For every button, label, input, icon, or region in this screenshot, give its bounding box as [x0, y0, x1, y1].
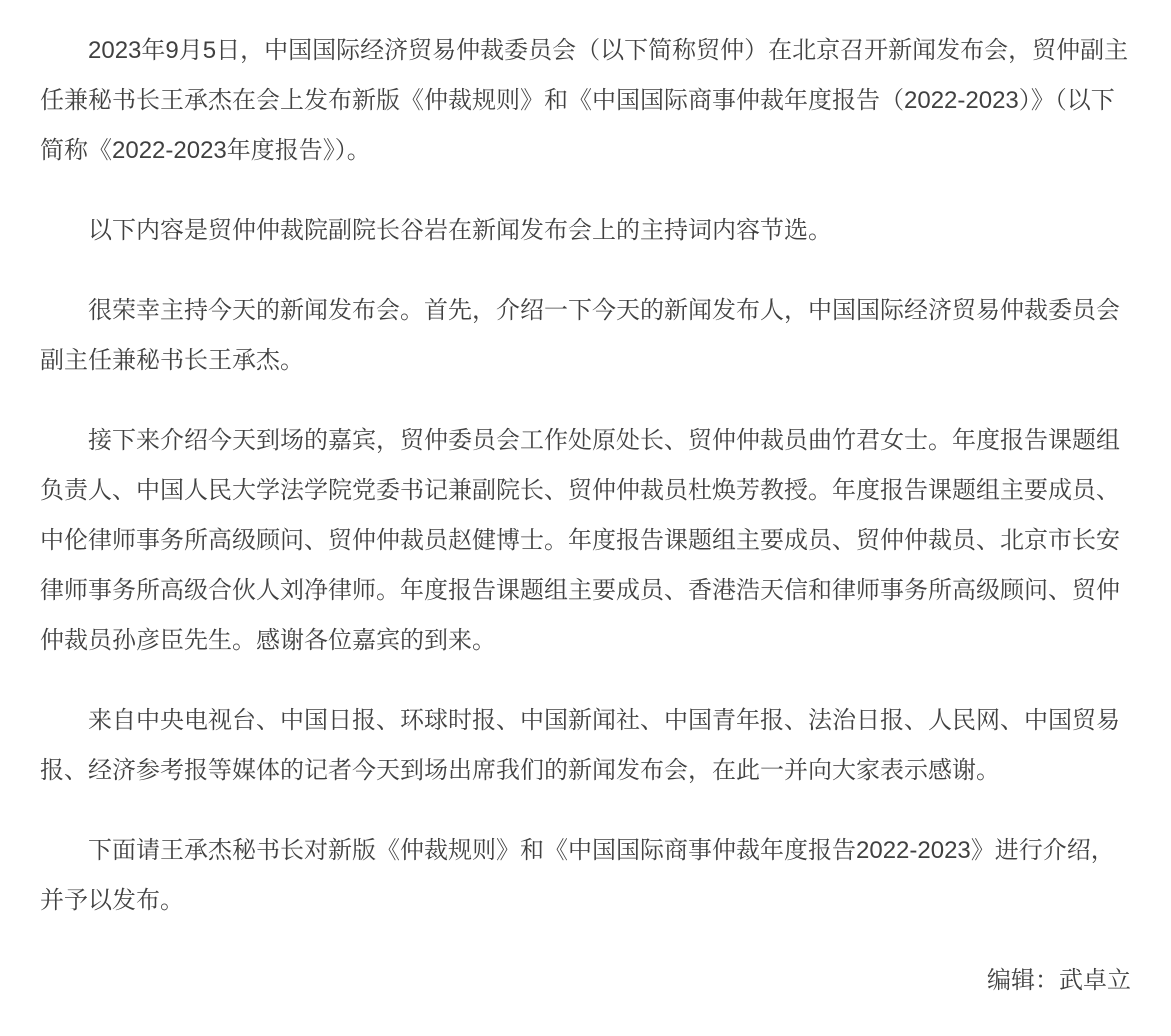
paragraph-excerpt-note: 以下内容是贸仲仲裁院副院长谷岩在新闻发布会上的主持词内容节选。 — [88, 217, 832, 244]
paragraph-host-opening: 很荣幸主持今天的新闻发布会。首先，介绍一下今天的新闻发布人，中国国际经济贸易仲裁委员会副主任兼秘书长王承杰。 — [40, 297, 1120, 374]
editor-credit: 编辑：武卓立 — [987, 967, 1131, 994]
paragraph-intro: 2023年9月5日，中国国际经济贸易仲裁委员会（以下简称贸仲）在北京召开新闻发布会，贸仲副主任兼秘书长王承杰在会上发布新版《仲裁规则》和《中国国际商事仲裁年度报告（2022-2023）》（以下简称《2022-2023年度报告》）。 — [40, 37, 1129, 164]
paragraph-closing: 下面请王承杰秘书长对新版《仲裁规则》和《中国国际商事仲裁年度报告2022-2023》进行介绍，并予以发布。 — [40, 837, 1115, 914]
paragraph-guests: 接下来介绍今天到场的嘉宾，贸仲委员会工作处原处长、贸仲仲裁员曲竹君女士。年度报告课题组负责人、中国人民大学法学院党委书记兼副院长、贸仲仲裁员杜焕芳教授。年度报告课题组主要成员、中伦律师事务所高级顾问、贸仲仲裁员赵健博士。年度报告课题组主要成员、贸仲仲裁员、北京市长安律师事务所高级合伙人刘净律师。年度报告课题组主要成员、香港浩天信和律师事务所高级顾问、贸仲仲裁员孙彦臣先生。感谢各位嘉宾的到来。 — [40, 427, 1120, 654]
paragraph-media-thanks: 来自中央电视台、中国日报、环球时报、中国新闻社、中国青年报、法治日报、人民网、中国贸易报、经济参考报等媒体的记者今天到场出席我们的新闻发布会，在此一并向大家表示感谢。 — [40, 707, 1120, 784]
